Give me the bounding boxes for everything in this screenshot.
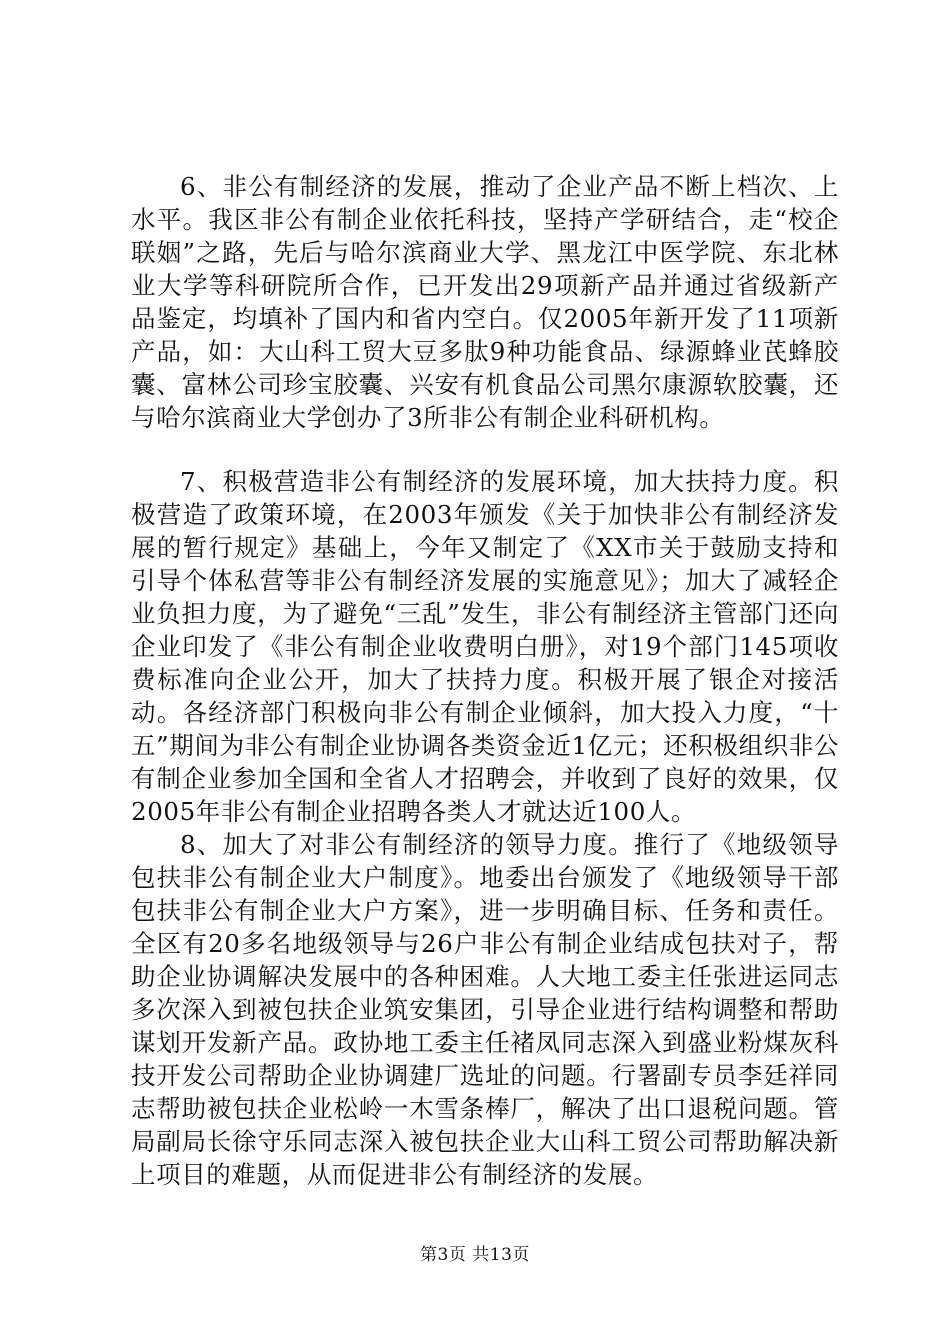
document-body — [131, 170, 839, 1191]
paragraph-8: 8、加大了对非公有制经济的领导力度。推行了《地级领导包扶非公有制企业大户制度》。地委出台颁发了《地级领导干部包扶非公有制企业大户方案》，进一步明确目标、任务和责任。全区有20多名地级领导与26户非公有制企业结成包扶对子，帮助企业协调解决发展中的各种困难。人大地工委主任张进运同志多次深入到被包扶企业筑安集团，引导企业进行结构调整和帮助谋划开发新产品。政协地工委主任褚凤同志深入到盛业粉煤灰科技开发公司帮助企业协调建厂选址的问题。行署副专员李廷祥同志帮助被包扶企业松岭一木雪条棒厂，解决了出口退税问题。管局副局长徐守乐同志深入被包扶企业大山科工贸公司帮助解决新上项目的难题，从而促进非公有制经济的发展。 — [131, 830, 839, 1189]
paragraph-6: 6、非公有制经济的发展，推动了企业产品不断上档次、上水平。我区非公有制企业依托科技，坚持产学研结合，走“校企联姻”之路，先后与哈尔滨商业大学、黑龙江中医学院、东北林业大学等科研院所合作，已开发出29项新产品并通过省级新产品鉴定，均填补了国内和省内空白。仅2005年新开发了11项新产品，如：大山科工贸大豆多肽9种功能食品、绿源蜂业芪蜂胶囊、富林公司珍宝胶囊、兴安有机食品公司黑尔康源软胶囊，还与哈尔滨商业大学创办了3所非公有制企业科研机构。 — [131, 172, 839, 432]
page-number-footer: 第3页 共13页 — [420, 1245, 530, 1265]
paragraph-7: 7、积极营造非公有制经济的发展环境，加大扶持力度。积极营造了政策环境，在2003年颁发《关于加快非公有制经济发展的暂行规定》基础上，今年又制定了《XX市关于鼓励支持和引导个体私营等非公有制经济发展的实施意见》；加大了减轻企业负担力度，为了避免“三乱”发生，非公有制经济主管部门还向企业印发了《非公有制企业收费明白册》，对19个部门145项收费标准向企业公开，加大了扶持力度。积极开展了银企对接活动。各经济部门积极向非公有制企业倾斜，加大投入力度，“十五”期间为非公有制企业协调各类资金近1亿元；还积极组织非公有制企业参加全国和全省人才招聘会，并收到了良好的效果，仅2005年非公有制企业招聘各类人才就达近100人。 — [131, 467, 839, 826]
